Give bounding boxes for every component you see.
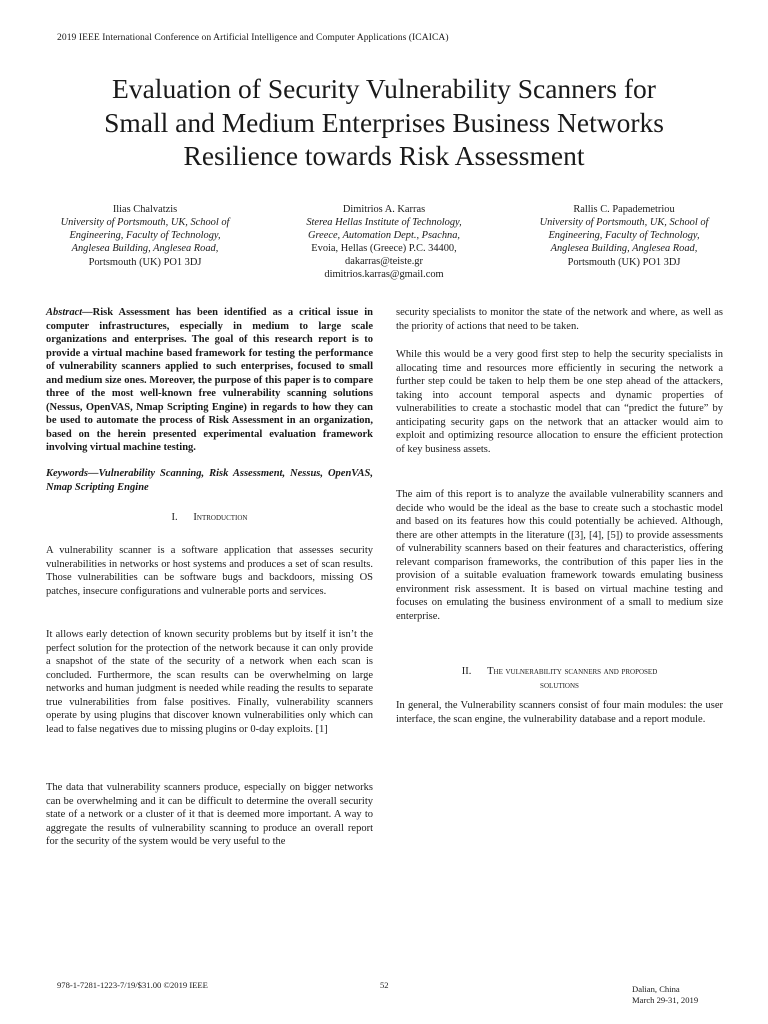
- author-affiliation: Anglesea Building, Anglesea Road,: [71, 243, 219, 254]
- author-address: Portsmouth (UK) PO1 3DJ: [567, 257, 681, 268]
- section-title: The vulnerability scanners and proposed: [487, 666, 658, 677]
- paragraph: It allows early detection of known security problems but by itself it isn’t the perfect solution for the protection of the network because it can only provide a snapshot of the state of the security of a network when each scan is concluded. Furthermore, the scan results can be overwhelming on large networks and human judgment is needed while reading the results to separate true vulnerabilities from false positives. Finally, vulnerability scanners operate by using plugins that discover known vulnerabilities only which can lead to false negatives due to missing plugins or 0-day exploits. [1]: [46, 629, 373, 735]
- footer-city: Dalian, China: [632, 984, 680, 994]
- paragraph: The aim of this report is to analyze the available vulnerability scanners and decide who would be the ideal as the base to create such a stochastic model and based on its features how this could potentially be achieved. Although, there are other attempts in the literature ([3], [4], [5]) to provide assessments of vulnerability scanners based on their features and characteristics, offering relevant comparison frameworks, the contribution of this paper lies in the provision of a suitable evaluation framework towards emulating business environment risk assessment. It is based on virtual machine testing and focuses on emulating the business environment of a small to medium size enterprise.: [396, 489, 723, 622]
- abstract-label: Abstract: [46, 307, 83, 318]
- paragraph: While this would be a very good first step to help the security specialists in allocating time and resources more efficiently in securing the network a further step could be taken to help them be one step ahead of the attackers, taking into account temporal aspects and dynamic properties of vulnerabilities to create a stochastic model that can “predict the future” by anticipating security gaps on the network that an attacker would aim to exploit and optimizing resource allocation to ensure the efficient protection of key business assets.: [396, 349, 723, 455]
- title-line-3: Resilience towards Risk Assessment: [183, 140, 585, 171]
- section-heading-2: [396, 665, 723, 693]
- section-heading-1: [46, 512, 373, 523]
- abstract: [46, 306, 373, 455]
- section-number: II.: [461, 666, 472, 677]
- paragraph: security specialists to monitor the state of the network and where, as well as the priority of actions that need to be taken.: [396, 307, 723, 332]
- author-block-1: [20, 203, 270, 269]
- section-title-cont: solutions: [540, 680, 579, 691]
- author-block-2: [259, 203, 509, 281]
- author-affiliation: University of Portsmouth, UK, School of: [539, 217, 709, 228]
- author-email: dimitrios.karras@gmail.com: [324, 269, 444, 280]
- conference-header: 2019 IEEE International Conference on Artificial Intelligence and Computer Applications (ICAICA): [57, 32, 449, 43]
- paragraph: A vulnerability scanner is a software application that assesses security vulnerabilities in networks or host systems and produces a set of scan results. Those vulnerabilities can be software bugs and backdoors, missing OS patches, insecure configurations and vulnerable ports and services.: [46, 545, 373, 597]
- footer-dates: March 29-31, 2019: [632, 995, 699, 1005]
- page-number: 52: [380, 980, 389, 990]
- author-email: dakarras@teiste.gr: [345, 256, 423, 267]
- author-affiliation: Greece, Automation Dept., Psachna,: [307, 230, 461, 241]
- keywords: Keywords—Vulnerability Scanning, Risk Assessment, Nessus, OpenVAS, Nmap Scripting Engine: [46, 468, 373, 493]
- paper-title: [40, 72, 728, 173]
- author-name: Dimitrios A. Karras: [342, 204, 426, 215]
- author-address: Portsmouth (UK) PO1 3DJ: [88, 257, 202, 268]
- paragraph: In general, the Vulnerability scanners consist of four main modules: the user interface, the scan engine, the vulnerability database and a report module.: [396, 700, 723, 725]
- author-affiliation: Sterea Hellas Institute of Technology,: [306, 217, 462, 228]
- section-title: Introduction: [193, 512, 248, 523]
- author-affiliation: Engineering, Faculty of Technology,: [69, 230, 221, 241]
- title-line-1: Evaluation of Security Vulnerability Scanners for: [112, 73, 656, 104]
- author-affiliation: Engineering, Faculty of Technology,: [548, 230, 700, 241]
- paragraph: The data that vulnerability scanners produce, especially on bigger networks can be overwhelming and it can be difficult to determine the overall security state of a network or a cluster of it that is deemed more important. A way to aggregate the results of vulnerability scanning to produce an overall report for the security of the system would be very useful to the: [46, 782, 373, 847]
- footer-isbn: 978-1-7281-1223-7/19/$31.00 ©2019 IEEE: [57, 980, 208, 990]
- author-address: Evoia, Hellas (Greece) P.C. 34400,: [311, 243, 457, 254]
- author-name: Ilias Chalvatzis: [112, 204, 178, 215]
- footer-location: [632, 984, 698, 1006]
- author-affiliation: Anglesea Building, Anglesea Road,: [550, 243, 698, 254]
- section-number: I.: [171, 512, 178, 523]
- author-block-3: [499, 203, 749, 269]
- author-affiliation: University of Portsmouth, UK, School of: [60, 217, 230, 228]
- abstract-text: —Risk Assessment has been identified as a critical issue in computer infrastructures, especially in medium to large scale organizations and enterprises. The goal of this research report is to provide a virtual machine based framework for testing the performance of vulnerability scanners applied to such enterprises, focused to small and medium size ones. Moreover, the purpose of this paper is to compare three of the most well-known free vulnerability scanning solutions (Nessus, OpenVAS, Nmap Scripting Engine) in regards to how they can be used to automate the process of Risk Assessment in an organization, based on the herein presented experimental evaluation framework involving virtual machine testing.: [46, 307, 373, 453]
- title-line-2: Small and Medium Enterprises Business Networks: [104, 106, 664, 138]
- author-name: Rallis C. Papademetriou: [573, 204, 675, 215]
